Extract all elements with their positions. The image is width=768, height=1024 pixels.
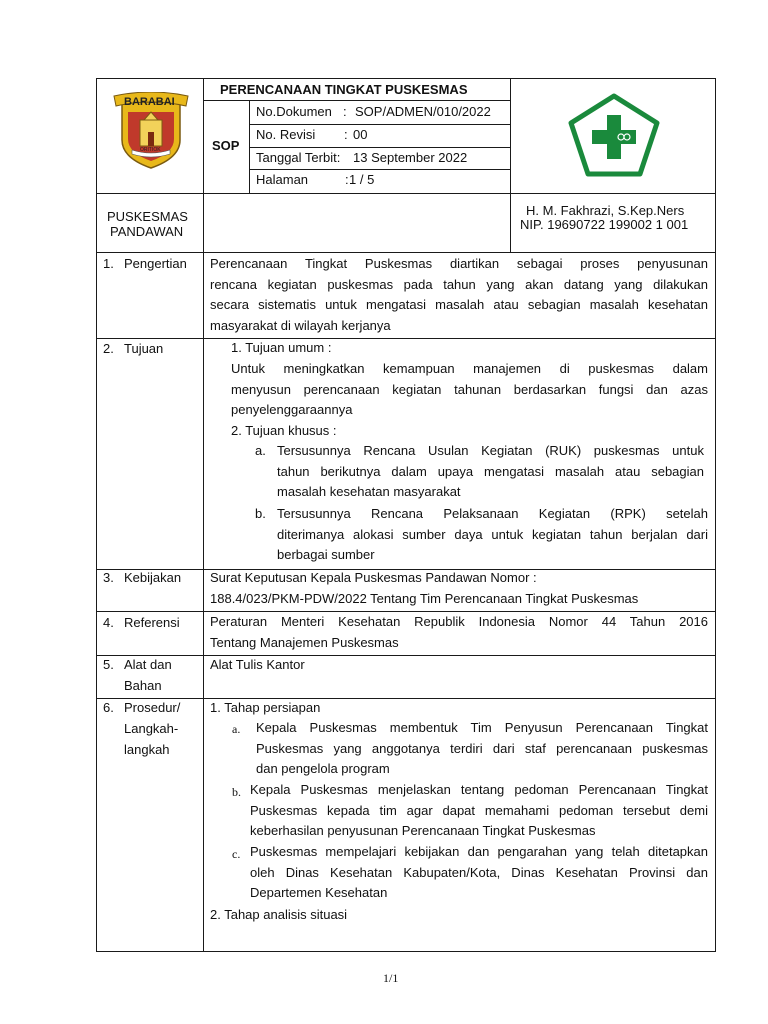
- section-number: 3.: [103, 570, 114, 585]
- meta-sep: :: [345, 172, 349, 187]
- tujuan-khusus-a-text: [277, 441, 704, 503]
- tujuan-khusus-heading: 2. Tujuan khusus :: [231, 423, 337, 438]
- section-title-pengertian: Pengertian: [124, 256, 187, 271]
- barabai-logo: [110, 92, 192, 172]
- section-number: 4.: [103, 615, 114, 630]
- prosedur-step-1: 1. Tahap persiapan: [210, 700, 321, 715]
- text-line: Kepala Puskesmas menjelaskan tentang pedoman Perencanaan Tingkat: [250, 782, 708, 797]
- text-line: Perencanaan Tingkat Puskesmas diartikan sebagai proses penyusunan: [210, 256, 708, 271]
- logo-title-text: BARABAI: [124, 96, 175, 108]
- org-name-line1: PUSKESMAS: [107, 209, 188, 224]
- text-line: Kepala Puskesmas membentuk Tim Penyusun Perencanaan Tingkat: [256, 720, 708, 735]
- text-line: Surat Keputusan Kepala Puskesmas Pandawan Nomor :: [210, 570, 537, 585]
- text-line: Tentang Manajemen Puskesmas: [210, 634, 399, 650]
- section-title-alat-line1: Alat dan: [124, 657, 172, 672]
- prosedur-step-2: 2. Tahap analisis situasi: [210, 907, 348, 922]
- tujuan-khusus-b-text: [277, 504, 708, 566]
- pengertian-text: [210, 254, 708, 336]
- meta-value: 00: [353, 127, 368, 142]
- text-line: oleh Dinas Kesehatan Kabupaten/Kota, Dinas Kesehatan Provinsi dan: [250, 864, 708, 880]
- text-line: dan pengelola program: [256, 761, 390, 777]
- list-marker: b.: [255, 506, 266, 521]
- signer-nip: NIP. 19690722 199002 1 001: [520, 217, 689, 232]
- list-marker: b.: [232, 785, 241, 799]
- puskesmas-logo: [568, 93, 660, 177]
- text-line: Tersusunnya Rencana Pelaksanaan Kegiatan (RPK) setelah: [277, 506, 708, 521]
- referensi-text: [210, 612, 708, 653]
- text-line: 188.4/023/PKM-PDW/2022 Tentang Tim Perencanaan Tingkat Puskesmas: [210, 590, 639, 606]
- tujuan-umum-heading: 1. Tujuan umum :: [231, 340, 332, 355]
- alat-text: Alat Tulis Kantor: [210, 657, 305, 672]
- text-line: rencana kegiatan puskesmas pada tahun yang akan datang yang dilakukan: [210, 276, 708, 292]
- meta-value: 1 / 5: [349, 172, 375, 187]
- text-line: secara sistematis untuk mengatasi masalah atau sebagian masalah kesehatan: [210, 297, 708, 313]
- section-number: 2.: [103, 341, 114, 356]
- document-title: PERENCANAAN TINGKAT PUSKESMAS: [220, 82, 468, 97]
- meta-label: No.Dokumen: [256, 104, 332, 119]
- signer-name: H. M. Fakhrazi, S.Kep.Ners: [526, 203, 685, 218]
- meta-sep: :: [343, 104, 347, 119]
- text-line: menyusun perencanaan kegiatan tahunan berdasarkan fungsi dan azas: [231, 381, 708, 397]
- section-title-kebijakan: Kebijakan: [124, 570, 182, 585]
- text-line: Peraturan Menteri Kesehatan Republik Indonesia Nomor 44 Tahun 2016: [210, 614, 708, 629]
- section-number: 6.: [103, 700, 114, 715]
- text-line: Puskesmas yang anggotanya terdiri dari staf perencanaan puskesmas: [256, 740, 708, 756]
- section-title-prosedur-line3: langkah: [124, 742, 170, 757]
- meta-value: SOP/ADMEN/010/2022: [355, 104, 491, 119]
- prosedur-c-text: [250, 842, 708, 904]
- list-marker: a.: [232, 722, 241, 736]
- sop-label: SOP: [212, 138, 240, 153]
- list-marker: c.: [232, 847, 241, 861]
- text-line: tahun berikutnya dalam upaya mengatasi masalah atau sebagian: [277, 463, 704, 479]
- page-number: 1/1: [383, 971, 399, 985]
- list-marker: a.: [255, 443, 266, 458]
- section-title-prosedur-line2: Langkah-: [124, 721, 179, 736]
- kebijakan-text: [210, 568, 710, 609]
- meta-value: 13 September 2022: [353, 150, 468, 165]
- prosedur-a-text: [256, 718, 708, 780]
- text-line: penyelenggaraannya: [231, 402, 353, 418]
- meta-sep: :: [344, 127, 348, 142]
- meta-label: Tanggal Terbit:: [256, 150, 341, 165]
- text-line: Departemen Kesehatan: [250, 885, 388, 901]
- logo-ribbon-text: ORITIOK: [140, 147, 161, 153]
- section-title-referensi: Referensi: [124, 615, 180, 630]
- text-line: masalah kesehatan masyarakat: [277, 484, 461, 500]
- section-number: 1.: [103, 256, 114, 271]
- prosedur-b-text: [250, 780, 708, 842]
- text-line: berbagai sumber: [277, 547, 375, 563]
- text-line: Puskesmas mempelajari kebijakan dan pengarahan yang telah ditetapkan: [250, 844, 708, 859]
- text-line: Untuk meningkatkan kemampuan manajemen di puskesmas dalam: [231, 361, 708, 376]
- text-line: Tersusunnya Rencana Usulan Kegiatan (RUK) puskesmas untuk: [277, 443, 704, 458]
- text-line: diterimanya alokasi sumber daya untuk kegiatan tahun berjalan dari: [277, 526, 708, 542]
- tujuan-umum-text: [231, 359, 708, 421]
- meta-label: No. Revisi: [256, 127, 316, 142]
- text-line: Puskesmas kepada tim agar dapat memahami pedoman tersebut demi: [250, 802, 708, 818]
- section-title-alat-line2: Bahan: [124, 678, 162, 693]
- section-number: 5.: [103, 657, 114, 672]
- text-line: keberhasilan penyusunan Perencanaan Tingkat Puskesmas: [250, 823, 596, 839]
- section-title-prosedur-line1: Prosedur/: [124, 700, 181, 715]
- text-line: masyarakat di wilayah kerjanya: [210, 317, 391, 333]
- meta-label: Halaman: [256, 172, 309, 187]
- org-name-line2: PANDAWAN: [110, 224, 184, 239]
- section-title-tujuan: Tujuan: [124, 341, 164, 356]
